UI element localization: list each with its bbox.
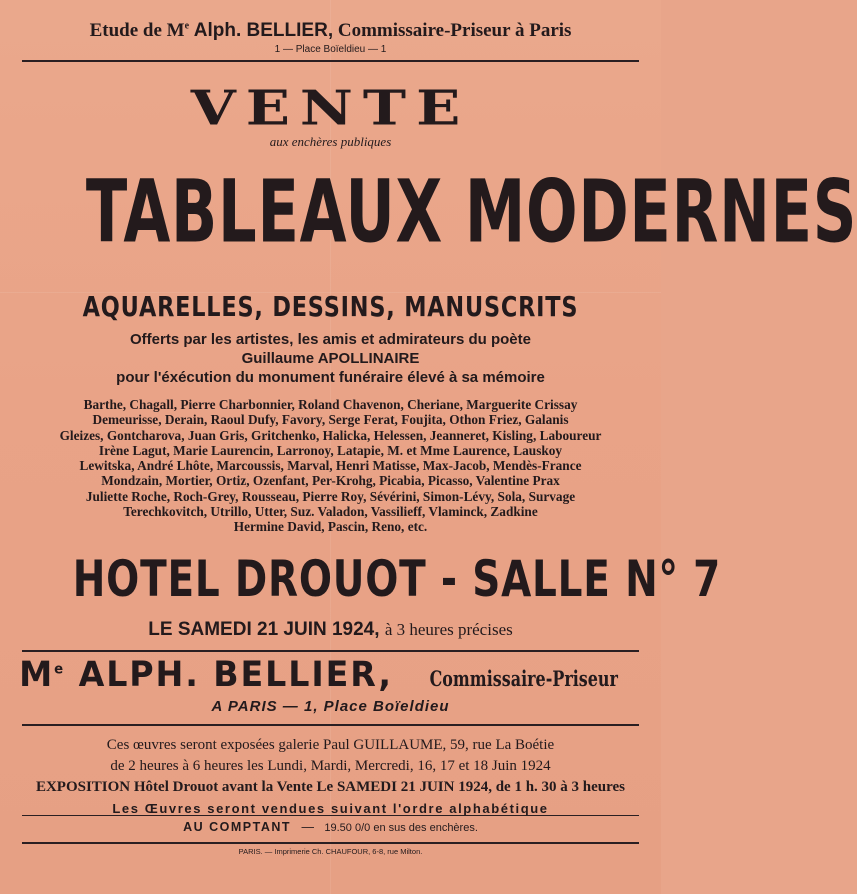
artists-line: Lewitska, André Lhôte, Marcoussis, Marval, Henri Matisse, Max-Jacob, Mendès-France xyxy=(79,458,582,474)
exhibition-info xyxy=(0,735,661,819)
artists-line: Hermine David, Pascin, Reno, etc. xyxy=(233,519,428,535)
offer-line: pour l'éxécution du monument funéraire élevé à sa mémoire xyxy=(116,369,545,386)
header-name: Alph. BELLIER, xyxy=(193,20,334,41)
header-address: 1 — Place Boïeldieu — 1 xyxy=(274,44,387,55)
artists-line: Barthe, Chagall, Pierre Charbonnier, Roland Chavenon, Cheriane, Marguerite Crissay xyxy=(83,397,578,412)
main-title: TABLEAUX MODERNES xyxy=(85,162,857,263)
payment-dash: — xyxy=(301,820,314,834)
header-etude-sup: e xyxy=(184,20,190,32)
artists-line: Irène Lagut, Marie Laurencin, Larronoy, Latapie, M. et Mme Laurence, Lauskoy xyxy=(98,442,563,458)
divider xyxy=(22,724,639,726)
header-title: Commissaire-Priseur à Paris xyxy=(337,20,572,41)
poster-header xyxy=(0,20,661,55)
auctioneer-role: Commissaire-Priseur xyxy=(429,666,619,691)
sale-date-text: LE SAMEDI 21 JUIN 1924, xyxy=(148,619,380,640)
divider xyxy=(22,60,639,62)
auction-subtitle: aux enchères publiques xyxy=(269,134,392,149)
categories-line: AQUARELLES, DESSINS, MANUSCRITS xyxy=(82,290,579,323)
payment-fees: 19.50 0/0 en sus des enchères. xyxy=(324,822,478,834)
sale-date xyxy=(0,619,661,641)
header-etude: Etude de M xyxy=(89,20,185,41)
printer-imprint: PARIS. — Imprimerie Ch. CHAUFOUR, 6-8, rue Milton. xyxy=(238,847,423,856)
artists-line: Gleizes, Gontcharova, Juan Gris, Gritchenko, Halicka, Helessen, Jeanneret, Kisling, Laboureur xyxy=(59,427,602,443)
offer-text xyxy=(0,330,661,387)
exhibition-line: EXPOSITION Hôtel Drouot avant la Vente Le SAMEDI 21 JUIN 1924, de 1 h. 30 à 3 heures xyxy=(35,779,626,795)
artists-line: Terechkovitch, Utrillo, Utter, Suz. Valadon, Vassilieff, Vlaminck, Zadkine xyxy=(123,504,538,520)
venue-heading: HOTEL DROUOT - SALLE N° 7 xyxy=(72,550,722,608)
artists-line: Mondzain, Mortier, Ortiz, Ozenfant, Per-Krohg, Picabia, Picasso, Valentine Prax xyxy=(101,473,560,489)
auctioneer-prefix-sup: e xyxy=(54,661,66,678)
vente-heading: VENTE xyxy=(190,80,471,136)
artists-list xyxy=(0,397,661,535)
auctioneer-address: A PARIS — 1, Place Boïeldieu xyxy=(211,698,450,715)
divider xyxy=(22,842,639,844)
artists-line: Demeurisse, Derain, Raoul Dufy, Favory, Serge Ferat, Foujita, Othon Friez, Galanis xyxy=(92,412,569,428)
exhibition-line: de 2 heures à 6 heures les Lundi, Mardi, Mercredi, 16, 17 et 18 Juin 1924 xyxy=(110,758,551,774)
poet-name: Guillaume APOLLINAIRE xyxy=(241,350,420,367)
auctioneer-prefix: M xyxy=(19,655,55,695)
payment-label: AU COMPTANT xyxy=(183,820,292,834)
order-note: Les Œuvres seront vendues suivant l'ordre alphabétique xyxy=(112,801,549,816)
divider xyxy=(22,650,639,652)
divider xyxy=(22,815,639,816)
offer-line: Offerts par les artistes, les amis et admirateurs du poète xyxy=(130,331,531,348)
artists-line: Juliette Roche, Roch-Grey, Rousseau, Pierre Roy, Sévérini, Simon-Lévy, Sola, Survage xyxy=(85,488,576,504)
exhibition-line: Ces œuvres seront exposées galerie Paul GUILLAUME, 59, rue La Boétie xyxy=(106,737,555,753)
sale-time: à 3 heures précises xyxy=(384,620,513,639)
auctioneer-fullname: ALPH. BELLIER, xyxy=(78,655,393,695)
payment-terms xyxy=(0,820,661,834)
auctioneer-name xyxy=(17,655,645,695)
